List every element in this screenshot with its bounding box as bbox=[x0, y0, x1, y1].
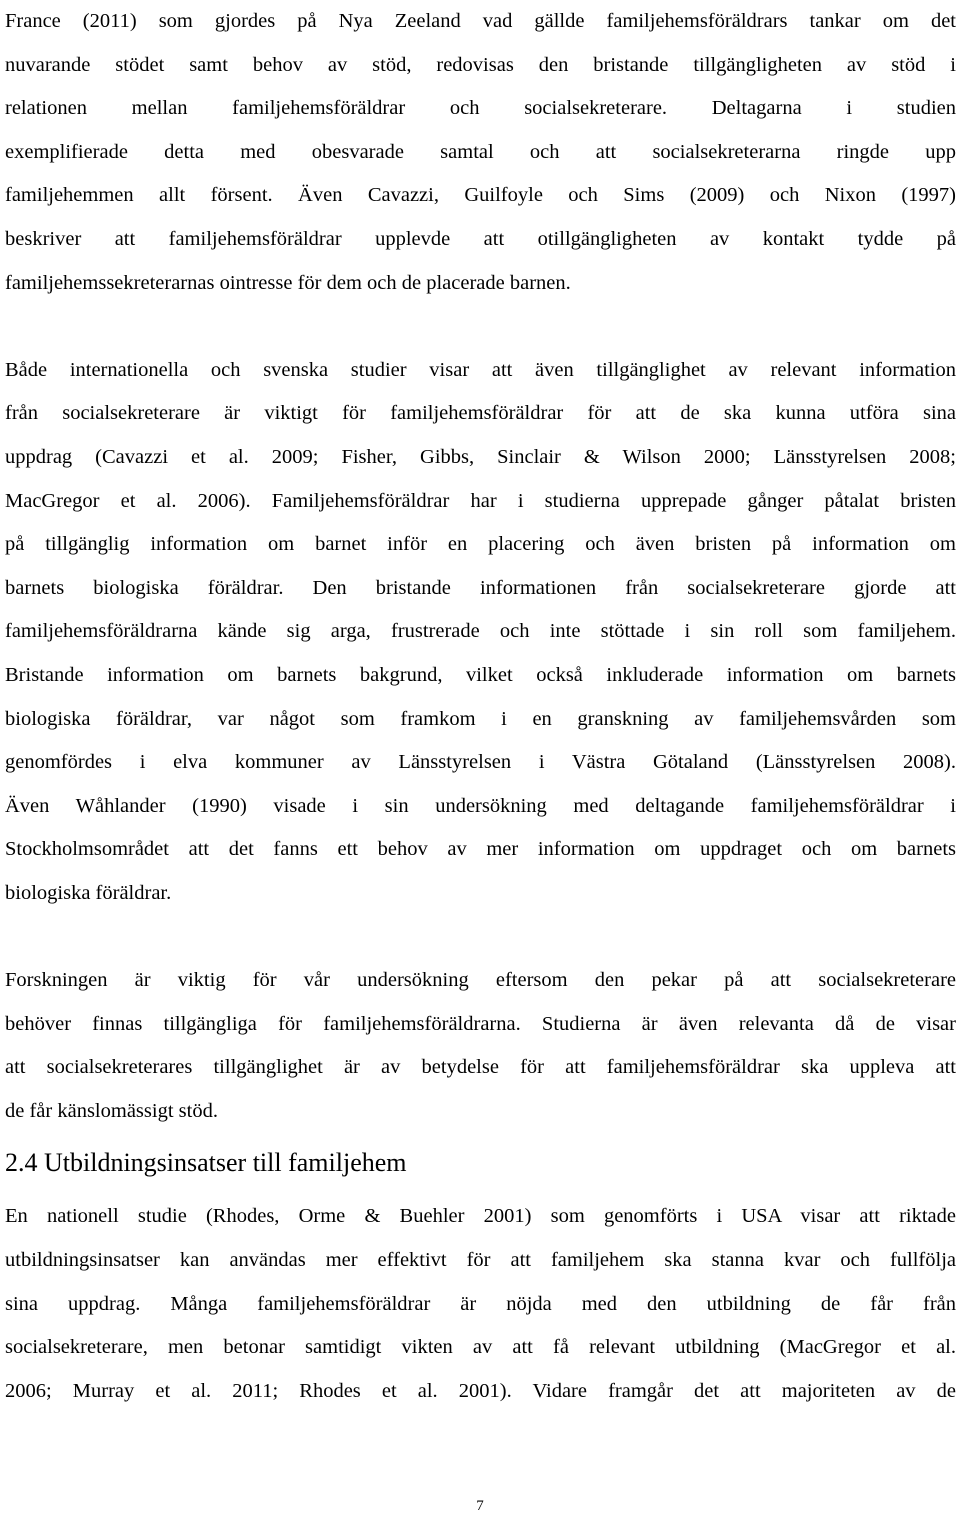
text-line: uppdrag (Cavazzi et al. 2009; Fisher, Gibbs, Sinclair & Wilson 2000; Länsstyrelsen 2008; bbox=[5, 445, 956, 468]
paragraph-1 bbox=[5, 0, 956, 305]
document-page bbox=[5, 0, 956, 1413]
text-line: nuvarande stödet samt behov av stöd, redovisas den bristande tillgängligheten av stöd i bbox=[5, 53, 956, 76]
text-line: France (2011) som gjordes på Nya Zeeland vad gällde familjehemsföräldrars tankar om det bbox=[5, 10, 956, 32]
text-line: familjehemssekreterarnas ointresse för dem och de placerade barnen. bbox=[5, 271, 571, 294]
text-line: socialsekreterare, men betonar samtidigt vikten av att få relevant utbildning (MacGregor et al. bbox=[5, 1336, 956, 1359]
text-line: En nationell studie (Rhodes, Orme & Buehler 2001) som genomförts i USA visar att riktade bbox=[5, 1205, 956, 1228]
text-line: att socialsekreterares tillgänglighet är av betydelse för att familjehemsföräldrar ska uppleva att bbox=[5, 1056, 956, 1079]
text-line: MacGregor et al. 2006). Familjehemsföräldrar har i studierna upprepade gånger påtalat bristen bbox=[5, 489, 956, 512]
text-line: biologiska föräldrar. bbox=[5, 881, 172, 904]
text-line: biologiska föräldrar, var något som framkom i en granskning av familjehemsvården som bbox=[5, 707, 956, 730]
text-line: från socialsekreterare är viktigt för familjehemsföräldrar för att de ska kunna utföra sina bbox=[5, 402, 956, 425]
text-line: utbildningsinsatser kan användas mer effektivt för att familjehem ska stanna kvar och fullfölja bbox=[5, 1249, 956, 1272]
paragraph-4 bbox=[5, 1195, 956, 1413]
text-line: 2006; Murray et al. 2011; Rhodes et al. 2001). Vidare framgår det att majoriteten av de bbox=[5, 1379, 956, 1402]
page-number: 7 bbox=[476, 1498, 484, 1514]
paragraph-spacer bbox=[5, 305, 956, 349]
text-line: Stockholmsområdet att det fanns ett behov av mer information om uppdraget och om barnets bbox=[5, 838, 956, 861]
paragraph-2 bbox=[5, 349, 956, 916]
section-heading: 2.4 Utbildningsinsatser till familjehem bbox=[5, 1148, 407, 1178]
paragraph-3 bbox=[5, 959, 956, 1133]
text-line: Bristande information om barnets bakgrund, vilket också inkluderade information om barnets bbox=[5, 663, 956, 686]
text-line: barnets biologiska föräldrar. Den bristande informationen från socialsekreterare gjorde att bbox=[5, 576, 956, 599]
text-line: Även Wåhlander (1990) visade i sin undersökning med deltagande familjehemsföräldrar i bbox=[5, 794, 956, 817]
text-line: familjehemsföräldrarna kände sig arga, frustrerade och inte stöttade i sin roll som familjehem. bbox=[5, 620, 956, 643]
text-line: Forskningen är viktig för vår undersökning eftersom den pekar på att socialsekreterare bbox=[5, 969, 956, 992]
paragraph-spacer bbox=[5, 915, 956, 959]
text-line: de får känslomässigt stöd. bbox=[5, 1099, 218, 1122]
text-line: på tillgänglig information om barnet inför en placering och även bristen på information om bbox=[5, 533, 956, 556]
text-line: sina uppdrag. Många familjehemsföräldrar är nöjda med den utbildning de får från bbox=[5, 1292, 956, 1315]
text-line: beskriver att familjehemsföräldrar upplevde att otillgängligheten av kontakt tydde på bbox=[5, 227, 956, 250]
text-line: Både internationella och svenska studier visar att även tillgänglighet av relevant information bbox=[5, 358, 956, 381]
text-line: exemplifierade detta med obesvarade samtal och att socialsekreterarna ringde upp bbox=[5, 140, 956, 163]
text-line: genomfördes i elva kommuner av Länsstyrelsen i Västra Götaland (Länsstyrelsen 2008). bbox=[5, 751, 956, 774]
text-line: relationen mellan familjehemsföräldrar och socialsekreterare. Deltagarna i studien bbox=[5, 97, 956, 120]
text-line: behöver finnas tillgängliga för familjehemsföräldrarna. Studierna är även relevanta då de visar bbox=[5, 1012, 956, 1035]
text-line: familjehemmen allt försent. Även Cavazzi, Guilfoyle och Sims (2009) och Nixon (1997) bbox=[5, 184, 956, 207]
